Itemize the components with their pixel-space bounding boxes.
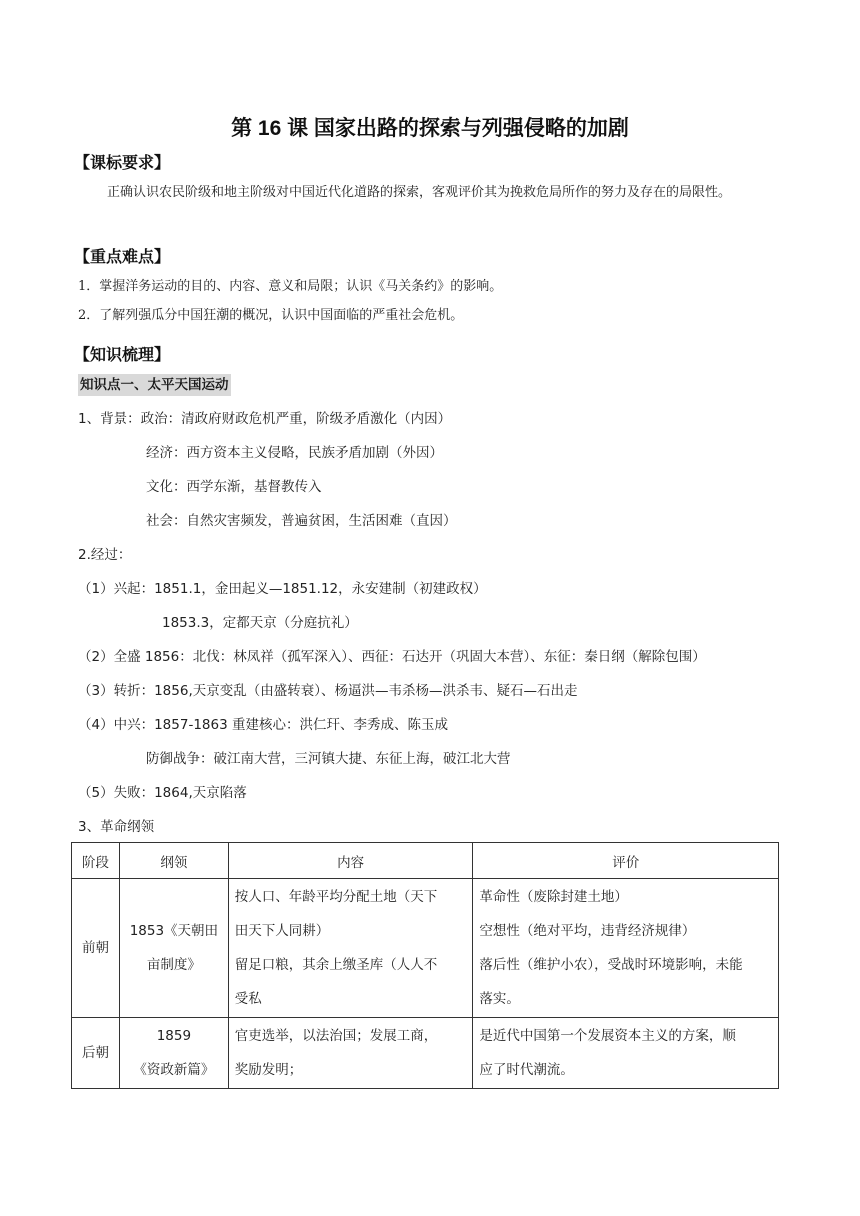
process-defense: 防御战争：破江南大营，三河镇大捷、东征上海，破江北大营 [146, 751, 511, 767]
background-cultural: 文化：西学东渐，基督教传入 [146, 479, 322, 495]
cell-stage: 前朝 [72, 879, 120, 1018]
cell-line: 亩制度》 [146, 957, 201, 973]
knowledge-point-title: 知识点一、太平天国运动 [78, 374, 231, 396]
key-point-item: 1．掌握洋务运动的目的、内容、意义和局限；认识《马关条约》的影响。 [78, 279, 503, 294]
cell-line: 空想性（绝对平均，违背经济规律） [479, 923, 696, 939]
process-revival: （4）中兴：1857-1863 重建核心：洪仁玕、李秀成、陈玉成 [78, 717, 448, 733]
lesson-title: 第 16 课 国家出路的探索与列强侵略的加剧 [231, 117, 629, 140]
cell-line: 落后性（维护小农），受战时环境影响，未能 [479, 957, 743, 973]
cell-line: 落实。 [479, 991, 520, 1007]
knowledge-heading: 【知识梳理】 [74, 345, 171, 364]
process-failure: （5）失败：1864,天京陷落 [78, 785, 247, 801]
cell-line: 1859 [156, 1028, 192, 1044]
cell-evaluation [473, 879, 779, 1018]
cell-line: 应了时代潮流。 [479, 1062, 574, 1078]
program-table [71, 842, 779, 1089]
header-program: 纲领 [119, 843, 228, 879]
process-peak: （2）全盛 1856：北伐：林凤祥（孤军深入）、西征：石达开（巩固大本营）、东征：秦日纲（解除包围） [78, 649, 706, 665]
cell-content [228, 1018, 473, 1089]
process-heading: 2.经过： [78, 547, 132, 563]
cell-content [228, 879, 473, 1018]
key-point-item: 2．了解列强瓜分中国狂潮的概况，认识中国面临的严重社会危机。 [78, 308, 464, 323]
standard-heading: 【课标要求】 [74, 153, 171, 172]
cell-line: 革命性（废除封建土地） [479, 889, 628, 905]
program-heading: 3、革命纲领 [78, 819, 155, 835]
key-points-heading: 【重点难点】 [74, 247, 171, 266]
process-rise: （1）兴起：1851.1，金田起义—1851.12，永安建制（初建政权） [78, 581, 487, 597]
cell-line: 奖励发明； [234, 1062, 303, 1078]
standard-text: 正确认识农民阶级和地主阶级对中国近代化道路的探索，客观评价其为挽救危局所作的努力及存在的局限性。 [107, 185, 732, 200]
cell-line: 受私 [234, 991, 262, 1007]
cell-line: 官吏选举，以法治国；发展工商， [234, 1028, 438, 1044]
cell-program [119, 879, 228, 1018]
table-header-row [72, 843, 779, 879]
cell-line: 按人口、年龄平均分配土地（天下 [234, 889, 438, 905]
process-turn: （3）转折：1856,天京变乱（由盛转衰）、杨逼洪—韦杀杨—洪杀韦、疑石—石出走 [78, 683, 578, 699]
cell-line: 《资政新篇》 [133, 1062, 215, 1078]
cell-stage: 后朝 [72, 1018, 120, 1089]
background-political: 1、背景：政治：清政府财政危机严重，阶级矛盾激化（内因） [78, 411, 452, 427]
table-row [72, 879, 779, 1018]
cell-line: 田天下人同耕） [234, 923, 330, 939]
process-rise-capital: 1853.3，定都天京（分庭抗礼） [162, 615, 358, 631]
background-social: 社会：自然灾害频发，普遍贫困，生活困难（直因） [146, 513, 457, 529]
cell-line: 是近代中国第一个发展资本主义的方案，顺 [479, 1028, 736, 1044]
header-evaluation: 评价 [473, 843, 779, 879]
cell-line: 1853《天朝田 [129, 923, 219, 939]
background-economic: 经济：西方资本主义侵略，民族矛盾加剧（外因） [146, 445, 443, 461]
table-row [72, 1018, 779, 1089]
header-content: 内容 [228, 843, 473, 879]
cell-evaluation [473, 1018, 779, 1089]
cell-line: 留足口粮，其余上缴圣库（人人不 [234, 957, 438, 973]
header-stage: 阶段 [72, 843, 120, 879]
cell-program [119, 1018, 228, 1089]
